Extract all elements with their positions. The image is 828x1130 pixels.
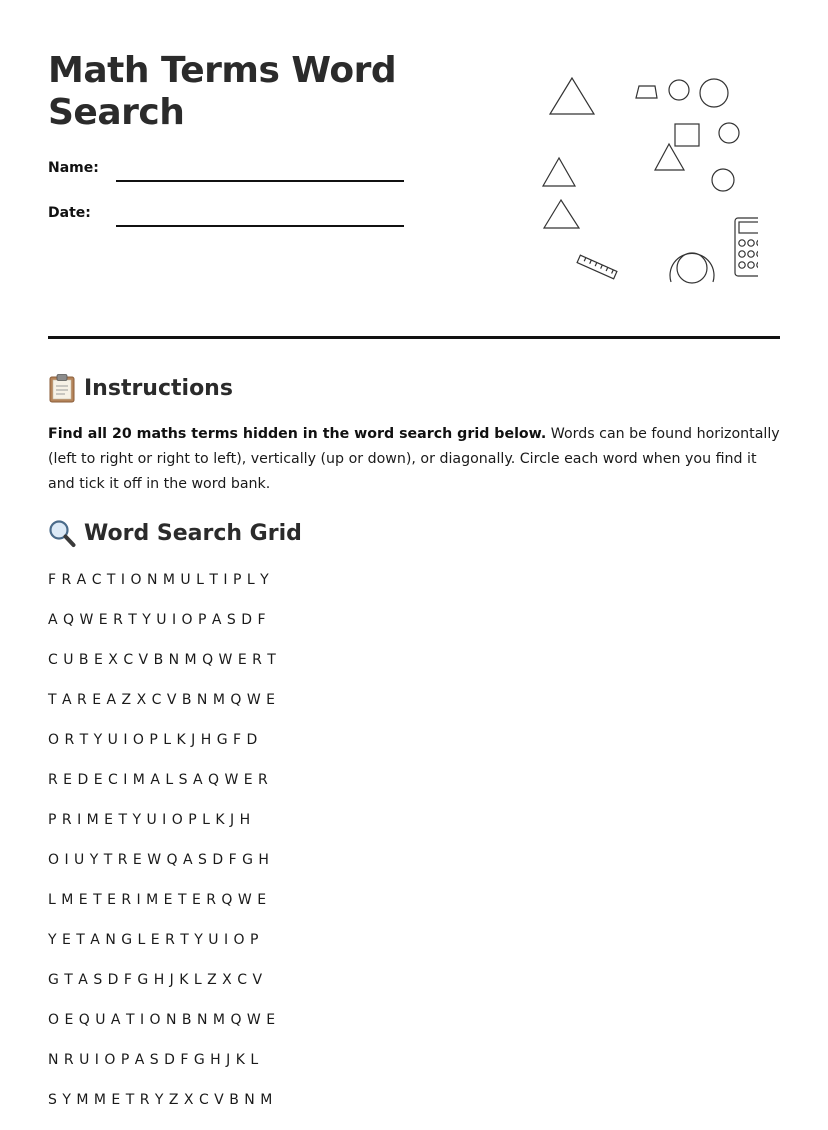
grid-row: P R I M E T Y U I O P L K J H	[48, 812, 251, 828]
grid-row: R E D E C I M A L S A Q W E R	[48, 772, 269, 788]
worksheet-header	[48, 0, 780, 340]
triangle-icon	[544, 200, 579, 228]
name-label: Name:	[48, 160, 99, 176]
date-write-line	[116, 225, 404, 227]
worksheet-page	[48, 0, 780, 1108]
grid-row: F R A C T I O N M U L T I P L Y	[48, 572, 270, 588]
word-search-grid	[48, 570, 276, 1130]
grid-row: C U B E X C V B N M Q W E R T	[48, 652, 277, 668]
grid-row: L M E T E R I M E T E R Q W E	[48, 892, 267, 908]
instructions-heading	[48, 373, 233, 403]
instructions-body-text: Words can be found horizontally (left to right or right to left), vertically (up or down), or diagonally. Circle each word when you find it and tick it off in the word bank.	[48, 426, 780, 492]
name-field	[48, 158, 408, 182]
ruler-icon	[577, 255, 617, 279]
worksheet-title: Math Terms Word Search	[48, 50, 397, 133]
grid-row: O I U Y T R E W Q A S D F G H	[48, 852, 270, 868]
instructions-bold-text: Find all 20 maths terms hidden in the word search grid below.	[48, 426, 547, 442]
triangle-icon	[550, 78, 594, 114]
protractor-icon	[670, 253, 714, 283]
grid-row: T A R E A Z X C V B N M Q W E	[48, 692, 276, 708]
circle-icon	[712, 169, 734, 191]
triangle-icon	[655, 144, 684, 170]
circle-icon	[719, 123, 739, 143]
magnifying-glass-icon	[48, 518, 76, 548]
circle-icon	[700, 79, 728, 107]
word-search-grid-heading	[48, 518, 302, 548]
calculator-icon	[735, 218, 758, 276]
trapezoid-icon	[636, 86, 657, 98]
grid-row: N R U I O P A S D F G H J K L	[48, 1052, 259, 1068]
header-divider	[48, 336, 780, 339]
word-search-grid-heading-text: Word Search Grid	[84, 520, 302, 546]
instructions-paragraph	[48, 422, 780, 497]
square-icon	[675, 124, 699, 146]
circle-icon	[669, 80, 689, 100]
math-shapes-illustration	[538, 70, 758, 290]
date-field	[48, 203, 408, 227]
grid-row: S Y M M E T R Y Z X C V B N M	[48, 1092, 273, 1108]
instructions-heading-text: Instructions	[84, 375, 233, 401]
grid-row: A Q W E R T Y U I O P A S D F	[48, 612, 267, 628]
grid-row: O E Q U A T I O N B N M Q W E	[48, 1012, 276, 1028]
grid-row: G T A S D F G H J K L Z X C V	[48, 972, 263, 988]
date-label: Date:	[48, 205, 91, 221]
clipboard-icon	[48, 373, 76, 403]
triangle-icon	[543, 158, 575, 186]
name-write-line	[116, 180, 404, 182]
grid-row: Y E T A N G L E R T Y U I O P	[48, 932, 259, 948]
grid-row: O R T Y U I O P L K J H G F D	[48, 732, 258, 748]
